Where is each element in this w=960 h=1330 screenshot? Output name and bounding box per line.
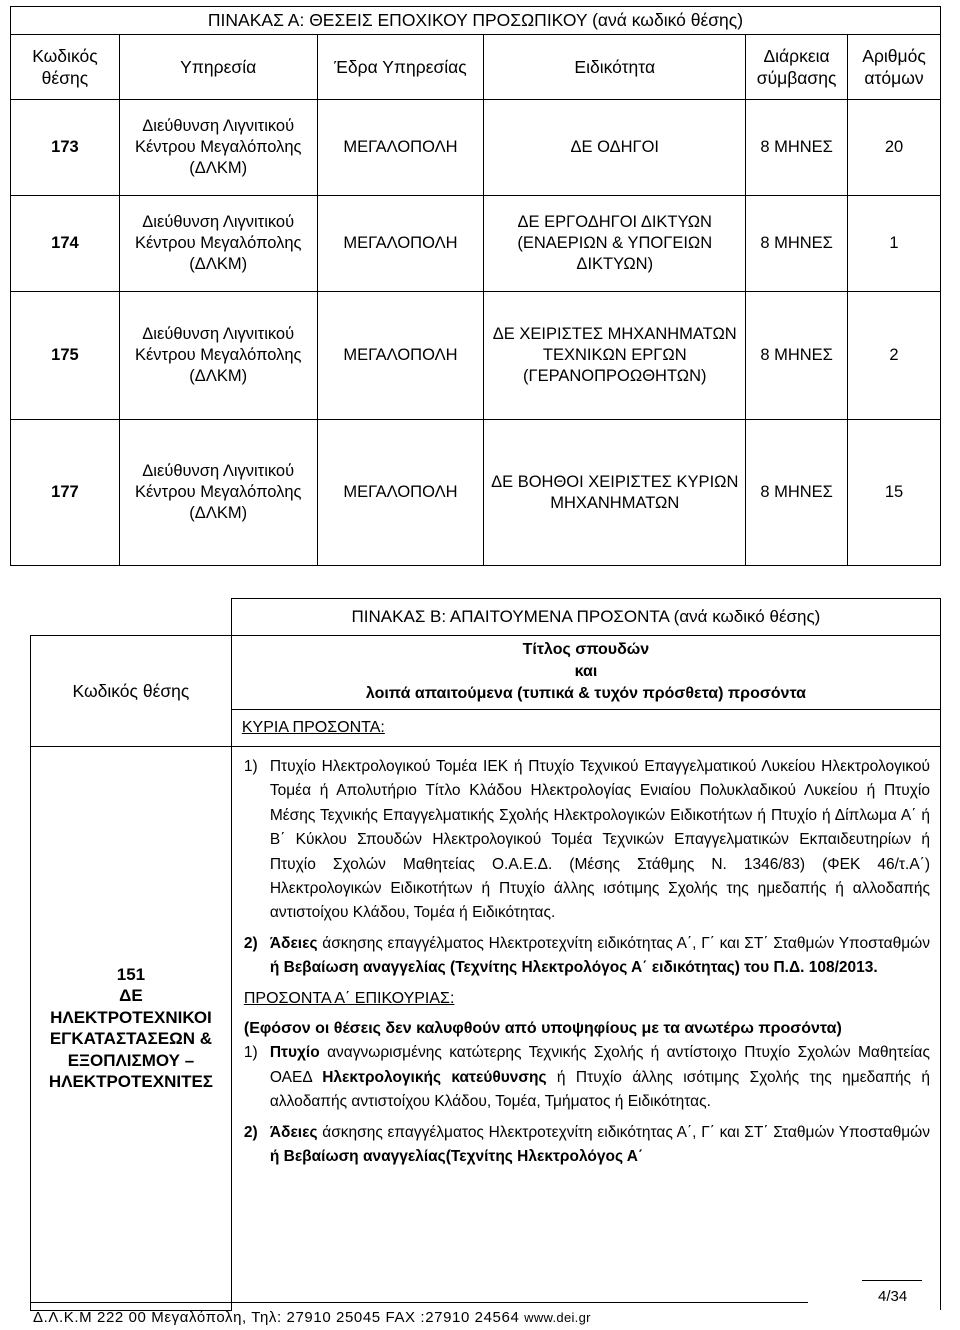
footer-address: Δ.Λ.Κ.Μ 222 00 Μεγαλόπολη, Τηλ: 27910 25045 FAX :27910 24564 (33, 1309, 520, 1326)
row-duration: 8 ΜΗΝΕΣ (746, 292, 848, 420)
main-qualification-item (244, 755, 930, 926)
row-code: 173 (11, 100, 120, 196)
row-service: Διεύθυνση Λιγνιτικού Κέντρου Μεγαλόπολης (ΔΛΚΜ) (119, 420, 317, 566)
position-name-line: ΗΛΕΚΤΡΟΤΕΧΝΙΤΕΣ (48, 1072, 214, 1092)
auxiliary-qualification-item (244, 1121, 930, 1170)
position-name-line: ΕΓΚΑΤΑΣΤΑΣΕΩΝ & (49, 1029, 212, 1049)
main-qualifications-header (231, 709, 940, 746)
table-row (11, 196, 941, 292)
position-category: ΔΕ (119, 986, 143, 1006)
header-seat: Έδρα Υπηρεσίας (317, 35, 484, 100)
row-persons: 20 (848, 100, 941, 196)
page-number: 4/34 (878, 1288, 908, 1305)
row-seat: ΜΕΓΑΛΟΠΟΛΗ (317, 196, 484, 292)
item-plain-text: άσκησης επαγγέλματος Ηλεκτροτεχνίτη ειδικότητας Α΄, Γ΄ και ΣΤ΄ Σταθμών Υποσταθμών (317, 1123, 930, 1141)
row-duration: 8 ΜΗΝΕΣ (746, 420, 848, 566)
position-name-line: ΕΞΟΠΛΙΣΜΟΥ – (67, 1050, 195, 1070)
auxiliary-qualification-item (244, 1041, 930, 1114)
header-duration: Διάρκεια σύμβασης (746, 35, 848, 100)
row-specialty: ΔΕ ΕΡΓΟΔΗΓΟΙ ΔΙΚΤΥΩΝ (ΕΝΑΕΡΙΩΝ & ΥΠΟΓΕΙΩΝ ΔΙΚΤΥΩΝ) (484, 196, 746, 292)
header-specialty: Ειδικότητα (484, 35, 746, 100)
position-name-line: ΗΛΕΚΤΡΟΤΕΧΝΙΚΟΙ (50, 1007, 212, 1027)
row-seat: ΜΕΓΑΛΟΠΟΛΗ (317, 292, 484, 420)
footer-website: www.dei.gr (524, 1310, 591, 1325)
qualifications-content (231, 747, 940, 1311)
title-header-line: λοιπά απαιτούμενα (τυπικά & τυχόν πρόσθετα) προσόντα (365, 685, 806, 703)
item-text (270, 1121, 930, 1170)
row-persons: 15 (848, 420, 941, 566)
table-row (11, 292, 941, 420)
row-persons: 1 (848, 196, 941, 292)
item-text: Πτυχίο Ηλεκτρολογικού Τομέα ΙΕΚ ή Πτυχίο Τεχνικού Επαγγελματικού Λυκείου Ηλεκτρολογικού Τομέα ή Απολυτήριο Τίτλο Κλάδου Ηλεκτρολογίας Ενιαίου Πολυκλαδικού Λυκείου ή Πτυχίο Μέσης Τεχνικής Επαγγελματικής Σχολής Ηλεκτρολογικών Ειδικοτήτων ή Πτυχίο ή Δίπλωμα Α΄ ή Β΄ Κύκλου Σπουδών Ηλεκτρολογικού Τομέα Τεχνικών Επαγγελματικών Εκπαιδευτηρίων ή Πτυχίο Σχολών Μαθητείας Ο.Α.Ε.Δ. (Μέσης Στάθμης Ν. 1346/83) (ΦΕΚ 46/τ.Α΄) Ηλεκτρολογικών Ειδικοτήτων ή Πτυχίο άλλης ισότιμης Σχολής της ημεδαπής ή αλλοδαπής αντιστοίχου Κλάδου, Τομέα ή Ειδικότητας. (269, 758, 930, 922)
table-b-title: ΠΙΝΑΚΑΣ Β: ΑΠΑΙΤΟΥΜΕΝΑ ΠΡΟΣΟΝΤΑ (ανά κωδικό θέσης) (231, 599, 940, 636)
auxiliary-label: ΠΡΟΣΟΝΤΑ Α΄ ΕΠΙΚΟΥΡΙΑΣ: (243, 989, 455, 1007)
footer-rule (30, 1302, 808, 1303)
auxiliary-note: (Εφόσον οι θέσεις δεν καλυφθούν από υποψηφίους με τα ανωτέρω προσόντα) (243, 1020, 842, 1038)
item-bold-text: Πτυχίο (269, 1044, 320, 1062)
title-header (231, 636, 940, 710)
item-text (270, 1041, 930, 1114)
item-number: 1) (243, 1044, 258, 1062)
row-specialty: ΔΕ ΧΕΙΡΙΣΤΕΣ ΜΗΧΑΝΗΜΑΤΩΝ ΤΕΧΝΙΚΩΝ ΕΡΓΩΝ (ΓΕΡΑΝΟΠΡΟΩΘΗΤΩΝ) (484, 292, 746, 420)
page-number-rule (862, 1280, 922, 1281)
main-qualifications-label: ΚΥΡΙΑ ΠΡΟΣΟΝΤΑ: (241, 718, 385, 736)
row-code: 177 (11, 420, 120, 566)
table-b (30, 598, 941, 1311)
item-plain-text: αναγνωρισμένης κατώτερης Τεχνικής Σχολής ή αντίστοιχο Πτυχίο Σχολών Μαθητείας ΟΑΕΔ (269, 1044, 930, 1086)
row-persons: 2 (848, 292, 941, 420)
row-seat: ΜΕΓΑΛΟΠΟΛΗ (317, 420, 484, 566)
row-duration: 8 ΜΗΝΕΣ (746, 196, 848, 292)
position-code-cell (31, 747, 232, 1311)
table-row (11, 100, 941, 196)
item-bold-text: Άδειες (269, 934, 318, 952)
title-header-line: και (574, 663, 598, 681)
main-qualification-item (244, 932, 930, 981)
title-header-line: Τίτλος σπουδών (522, 641, 650, 659)
item-number: 2) (243, 934, 258, 952)
row-service: Διεύθυνση Λιγνιτικού Κέντρου Μεγαλόπολης (ΔΛΚΜ) (119, 100, 317, 196)
item-number: 2) (243, 1123, 258, 1141)
item-bold-text: Άδειες (269, 1123, 318, 1141)
row-service: Διεύθυνση Λιγνιτικού Κέντρου Μεγαλόπολης (ΔΛΚΜ) (119, 292, 317, 420)
code-header: Κωδικός θέσης (31, 636, 232, 747)
header-service: Υπηρεσία (119, 35, 317, 100)
item-bold-text: ή Βεβαίωση αναγγελίας (Τεχνίτης Ηλεκτρολόγος Α΄ ειδικότητας) του Π.Δ. 108/2013. (269, 959, 878, 977)
item-plain-text: άσκησης επαγγέλματος Ηλεκτροτεχνίτη ειδικότητας Α΄, Γ΄ και ΣΤ΄ Σταθμών Υποσταθμών (317, 934, 930, 952)
item-text (270, 932, 930, 981)
row-specialty: ΔΕ ΟΔΗΓΟΙ (484, 100, 746, 196)
item-plain-text: ή Πτυχίο άλλης ισότιμης Σχολής της ημεδαπής ή αλλοδαπής αντιστοίχου Κλάδου, Τομέα, Τμήματος ή Ειδικότητας. (269, 1068, 931, 1111)
item-bold-text: Ηλεκτρολογικής κατεύθυνσης (322, 1068, 547, 1086)
item-bold-text: ή Βεβαίωση αναγγελίας(Τεχνίτης Ηλεκτρολόγος Α΄ (269, 1148, 644, 1166)
table-a-title: ΠΙΝΑΚΑΣ Α: ΘΕΣΕΙΣ ΕΠΟΧΙΚΟΥ ΠΡΟΣΩΠΙΚΟΥ (ανά κωδικό θέσης) (11, 7, 941, 35)
auxiliary-header (244, 987, 930, 1011)
table-row (11, 420, 941, 566)
row-code: 174 (11, 196, 120, 292)
header-persons: Αριθμός ατόμων (848, 35, 941, 100)
row-specialty: ΔΕ ΒΟΗΘΟΙ ΧΕΙΡΙΣΤΕΣ ΚΥΡΙΩΝ ΜΗΧΑΝΗΜΑΤΩΝ (484, 420, 746, 566)
row-code: 175 (11, 292, 120, 420)
row-service: Διεύθυνση Λιγνιτικού Κέντρου Μεγαλόπολης (ΔΛΚΜ) (119, 196, 317, 292)
table-a (10, 6, 941, 566)
position-code: 151 (116, 964, 146, 984)
item-number: 1) (243, 758, 258, 775)
header-code: Κωδικός θέσης (11, 35, 120, 100)
footer (33, 1309, 591, 1326)
row-seat: ΜΕΓΑΛΟΠΟΛΗ (317, 100, 484, 196)
row-duration: 8 ΜΗΝΕΣ (746, 100, 848, 196)
